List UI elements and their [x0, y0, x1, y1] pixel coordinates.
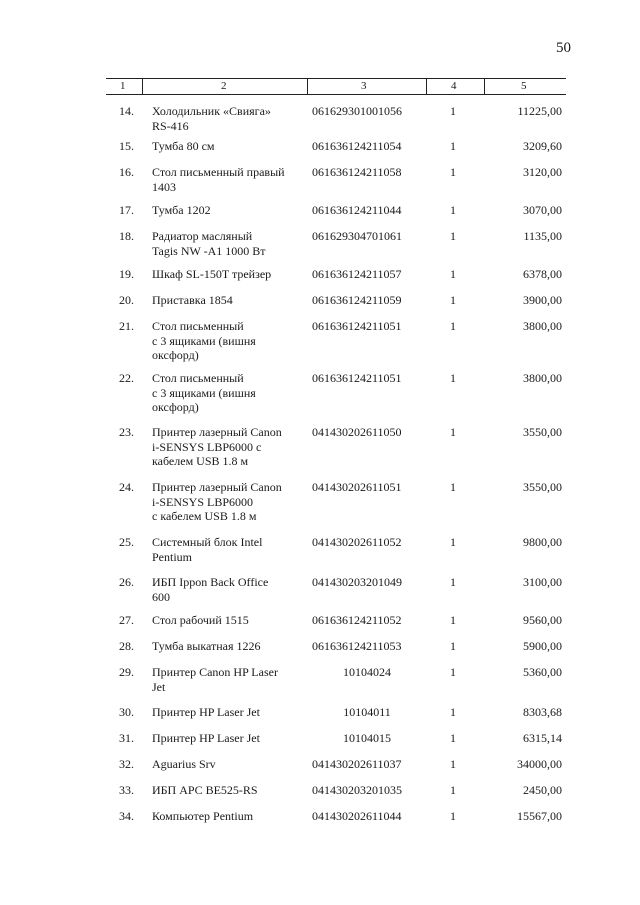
inventory-code: 061636124211059	[312, 293, 402, 307]
row-number: 17.	[119, 203, 134, 217]
amount: 1135,00	[523, 229, 562, 243]
table-row	[106, 705, 566, 731]
inventory-code: 061636124211052	[312, 613, 402, 627]
amount: 6378,00	[523, 267, 562, 281]
header-col-5: 5	[521, 80, 527, 92]
amount: 9800,00	[523, 535, 562, 549]
table-row	[106, 203, 566, 229]
inventory-code: 061629301001056	[312, 104, 402, 118]
inventory-code: 061636124211058	[312, 165, 402, 179]
quantity: 1	[450, 203, 456, 217]
item-name: Стол письменный правый 1403	[152, 165, 285, 194]
row-number: 26.	[119, 575, 134, 589]
table-row	[106, 757, 566, 783]
inventory-code: 10104015	[343, 731, 391, 745]
inventory-code: 041430202611050	[312, 425, 402, 439]
row-number: 33.	[119, 783, 134, 797]
inventory-table	[106, 78, 566, 835]
quantity: 1	[450, 425, 456, 439]
quantity: 1	[450, 705, 456, 719]
table-row	[106, 139, 566, 165]
inventory-code: 061636124211044	[312, 203, 402, 217]
amount: 3550,00	[523, 480, 562, 494]
header-col-1: 1	[120, 80, 126, 92]
row-number: 21.	[119, 319, 134, 333]
table-row	[106, 425, 566, 480]
item-name: Системный блок Intel Pentium	[152, 535, 263, 564]
amount: 9560,00	[523, 613, 562, 627]
amount: 3550,00	[523, 425, 562, 439]
amount: 11225,00	[517, 104, 562, 118]
item-name: Приставка 1854	[152, 293, 233, 307]
table-row	[106, 165, 566, 203]
row-number: 23.	[119, 425, 134, 439]
amount: 8303,68	[523, 705, 562, 719]
item-name: Стол письменный с 3 ящиками (вишня оксфорд)	[152, 371, 256, 414]
table-row	[106, 229, 566, 267]
table-row	[106, 535, 566, 575]
amount: 3209,60	[523, 139, 562, 153]
item-name: Стол письменный с 3 ящиками (вишня оксфорд)	[152, 319, 256, 362]
table-body	[106, 95, 566, 835]
table-row	[106, 480, 566, 535]
row-number: 15.	[119, 139, 134, 153]
item-name: Принтер Canon HP Laser Jet	[152, 665, 278, 694]
row-number: 20.	[119, 293, 134, 307]
quantity: 1	[450, 731, 456, 745]
item-name: Aguarius Srv	[152, 757, 216, 771]
table-row	[106, 665, 566, 705]
item-name: Принтер HP Laser Jet	[152, 705, 260, 719]
inventory-code: 041430202611044	[312, 809, 402, 823]
inventory-code: 041430203201035	[312, 783, 402, 797]
row-number: 24.	[119, 480, 134, 494]
table-row	[106, 639, 566, 665]
quantity: 1	[450, 575, 456, 589]
item-name: Шкаф SL-150T трейзер	[152, 267, 272, 281]
table-row	[106, 613, 566, 639]
amount: 5360,00	[523, 665, 562, 679]
amount: 2450,00	[523, 783, 562, 797]
inventory-code: 041430203201049	[312, 575, 402, 589]
inventory-code: 061636124211057	[312, 267, 402, 281]
row-number: 14.	[119, 104, 134, 118]
table-row	[106, 575, 566, 613]
item-name: Тумба 80 см	[152, 139, 215, 153]
quantity: 1	[450, 639, 456, 653]
quantity: 1	[450, 809, 456, 823]
row-number: 22.	[119, 371, 134, 385]
quantity: 1	[450, 139, 456, 153]
inventory-code: 061636124211053	[312, 639, 402, 653]
inventory-code: 10104024	[343, 665, 391, 679]
table-row	[106, 293, 566, 319]
row-number: 34.	[119, 809, 134, 823]
amount: 6315,14	[523, 731, 562, 745]
amount: 3100,00	[523, 575, 562, 589]
item-name: Тумба 1202	[152, 203, 211, 217]
quantity: 1	[450, 757, 456, 771]
quantity: 1	[450, 535, 456, 549]
item-name: Холодильник «Свияга» RS-416	[152, 104, 271, 133]
table-row	[106, 809, 566, 835]
item-name: ИБП APC BE525-RS	[152, 783, 258, 797]
row-number: 32.	[119, 757, 134, 771]
item-name: Стол рабочий 1515	[152, 613, 249, 627]
amount: 15567,00	[517, 809, 562, 823]
quantity: 1	[450, 371, 456, 385]
table-header	[106, 78, 566, 95]
quantity: 1	[450, 665, 456, 679]
table-row	[106, 104, 566, 139]
quantity: 1	[450, 319, 456, 333]
page-number: 50	[556, 40, 571, 56]
inventory-code: 061636124211054	[312, 139, 402, 153]
inventory-code: 041430202611037	[312, 757, 402, 771]
item-name: Принтер лазерный Canon i-SENSYS LBP6000 с кабелем USB 1.8 м	[152, 480, 282, 523]
item-name: Тумба выкатная 1226	[152, 639, 261, 653]
table-row	[106, 783, 566, 809]
row-number: 27.	[119, 613, 134, 627]
inventory-code: 041430202611051	[312, 480, 402, 494]
table-row	[106, 267, 566, 293]
row-number: 31.	[119, 731, 134, 745]
inventory-code: 041430202611052	[312, 535, 402, 549]
row-number: 19.	[119, 267, 134, 281]
amount: 3800,00	[523, 371, 562, 385]
row-number: 29.	[119, 665, 134, 679]
table-row	[106, 731, 566, 757]
quantity: 1	[450, 293, 456, 307]
inventory-code: 061636124211051	[312, 371, 402, 385]
row-number: 28.	[119, 639, 134, 653]
amount: 3900,00	[523, 293, 562, 307]
header-col-2: 2	[221, 80, 227, 92]
item-name: ИБП Ippon Back Office 600	[152, 575, 269, 604]
inventory-code: 061629304701061	[312, 229, 402, 243]
amount: 34000,00	[517, 757, 562, 771]
row-number: 16.	[119, 165, 134, 179]
item-name: Принтер HP Laser Jet	[152, 731, 260, 745]
amount: 3120,00	[523, 165, 562, 179]
table-row	[106, 319, 566, 371]
row-number: 25.	[119, 535, 134, 549]
inventory-code: 061636124211051	[312, 319, 402, 333]
item-name: Принтер лазерный Canon i-SENSYS LBP6000 с кабелем USB 1.8 м	[152, 425, 282, 468]
row-number: 18.	[119, 229, 134, 243]
table-row	[106, 371, 566, 425]
amount: 3800,00	[523, 319, 562, 333]
quantity: 1	[450, 613, 456, 627]
quantity: 1	[450, 480, 456, 494]
header-col-4: 4	[451, 80, 457, 92]
item-name: Радиатор масляный Tagis NW -A1 1000 Вт	[152, 229, 266, 258]
row-number: 30.	[119, 705, 134, 719]
quantity: 1	[450, 104, 456, 118]
quantity: 1	[450, 267, 456, 281]
inventory-code: 10104011	[343, 705, 391, 719]
amount: 3070,00	[523, 203, 562, 217]
quantity: 1	[450, 165, 456, 179]
item-name: Компьютер Pentium	[152, 809, 254, 823]
quantity: 1	[450, 229, 456, 243]
header-col-3: 3	[361, 80, 367, 92]
quantity: 1	[450, 783, 456, 797]
amount: 5900,00	[523, 639, 562, 653]
